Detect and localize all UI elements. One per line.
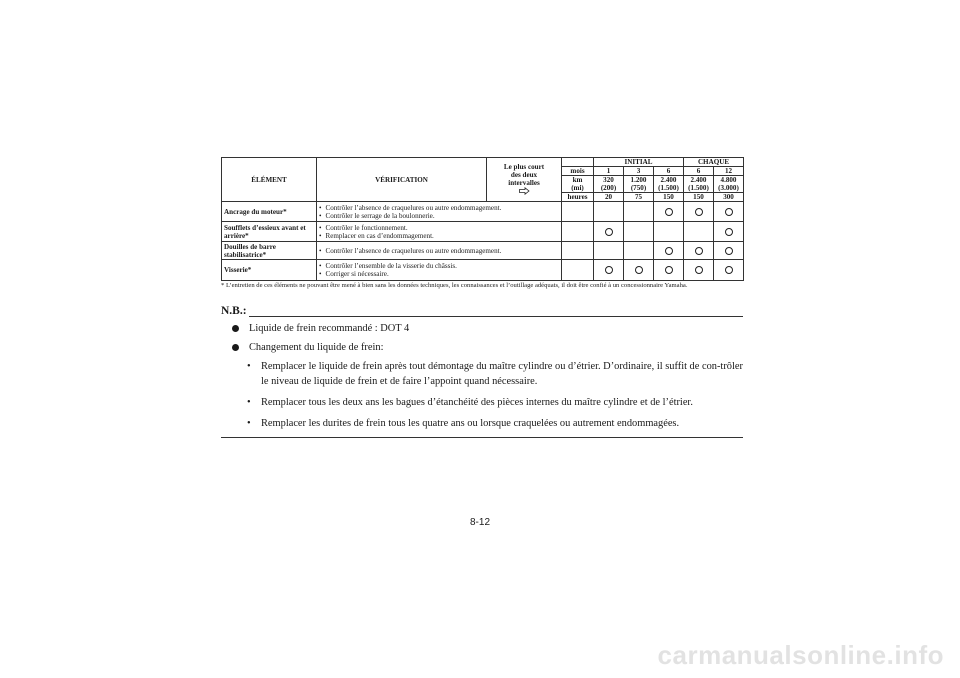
bullet-icon: • <box>319 203 322 212</box>
note-item <box>221 321 743 336</box>
check-line <box>319 232 559 240</box>
interval-cell <box>624 202 654 222</box>
unit-label-km <box>562 176 594 193</box>
row-element <box>222 242 317 260</box>
interval-cell <box>654 260 684 281</box>
note-top-rule <box>249 316 743 317</box>
interval-line: intervalles <box>508 178 540 187</box>
interval-line: des deux <box>510 170 538 179</box>
note-subitem-text: Remplacer les durites de frein tous les quatre ans ou lorsque craquelées ou autrement endommagées. <box>261 418 680 429</box>
interval-cell <box>594 260 624 281</box>
row-unit-spacer <box>562 260 594 281</box>
row-element-line: Ancrage du moteur* <box>224 207 287 216</box>
circle-icon <box>695 266 703 274</box>
interval-hours-value: 300 <box>714 193 744 202</box>
interval-hours-value: 20 <box>594 193 624 202</box>
interval-cell <box>654 242 684 260</box>
row-element-line: Soufflets d’essieux avant et <box>224 223 306 232</box>
bullet-icon: • <box>247 418 251 429</box>
circle-icon <box>725 247 733 255</box>
check-line <box>319 224 559 232</box>
mi-line: (200) <box>600 184 617 192</box>
interval-km-value <box>624 176 654 193</box>
note-item-text: Changement du liquide de frein: <box>249 342 384 353</box>
interval-month-value: 3 <box>624 167 654 176</box>
interval-cell <box>684 222 714 242</box>
watermark: carmanualsonline.info <box>657 640 944 670</box>
circle-icon <box>605 228 613 236</box>
interval-cell <box>714 222 744 242</box>
check-text: Contrôler l’ensemble de la visserie du châssis. <box>325 262 457 270</box>
interval-km-value <box>654 176 684 193</box>
table-row <box>222 260 744 281</box>
check-text: Contrôler le serrage de la boulonnerie. <box>325 211 435 220</box>
interval-km-value <box>684 176 714 193</box>
circle-icon <box>635 266 643 274</box>
header-element: ÉLÉMENT <box>222 158 317 202</box>
page-number: 8-12 <box>469 517 490 528</box>
bullet-icon: • <box>247 361 251 372</box>
row-verification <box>317 242 562 260</box>
maintenance-table <box>221 157 744 281</box>
check-text: Remplacer en cas d’endommagement. <box>325 231 434 240</box>
note-header <box>221 305 743 317</box>
note-item-text: Liquide de frein recommandé : DOT 4 <box>249 323 410 334</box>
interval-cell <box>624 222 654 242</box>
table-row <box>222 242 744 260</box>
km-line: 320 <box>603 176 614 184</box>
header-initial: INITIAL <box>594 158 684 167</box>
km-line: 4.800 <box>720 176 737 184</box>
check-text: Contrôler le fonctionnement. <box>325 223 408 232</box>
note-item <box>221 340 743 355</box>
note-body <box>221 317 743 438</box>
bullet-icon: • <box>247 397 251 408</box>
bullet-icon: • <box>319 211 322 220</box>
row-verification <box>317 222 562 242</box>
header-spacer <box>562 158 594 167</box>
filled-bullet-icon <box>232 344 239 351</box>
document-content <box>221 157 743 438</box>
note-subitem <box>221 359 743 389</box>
circle-icon <box>695 208 703 216</box>
row-element-line: arrière* <box>224 231 249 240</box>
unit-line: km <box>572 176 583 184</box>
interval-cell <box>714 260 744 281</box>
bullet-icon: • <box>319 246 322 255</box>
check-line <box>319 270 559 278</box>
interval-hours-value: 150 <box>684 193 714 202</box>
mi-line: (3.000) <box>718 184 739 192</box>
row-unit-spacer <box>562 242 594 260</box>
row-element-line: Visserie* <box>224 266 252 274</box>
note-title: N.B.: <box>221 305 247 317</box>
row-element-line: Douilles de barre <box>224 242 276 251</box>
note-subitem <box>221 416 743 431</box>
arrow-right-outline-icon <box>489 187 559 197</box>
interval-month-value: 6 <box>654 167 684 176</box>
row-verification <box>317 260 562 281</box>
row-unit-spacer <box>562 222 594 242</box>
interval-hours-value: 75 <box>624 193 654 202</box>
note-subitem-text: Remplacer tous les deux ans les bagues d’étanchéité des pièces internes du maître cylindre et de l’étrier. <box>261 397 693 408</box>
interval-cell <box>684 202 714 222</box>
check-text: Contrôler l’absence de craquelures ou autre endommagement. <box>325 203 502 212</box>
note-subitem <box>221 395 743 410</box>
header-each: CHAQUE <box>684 158 744 167</box>
table-body <box>222 202 744 281</box>
bullet-icon: • <box>319 223 322 232</box>
km-line: 2.400 <box>660 176 677 184</box>
note-subitem-text: Remplacer le liquide de frein après tout démontage du maître cylindre ou d’étrier. D’ordinaire, il suffit de con-trôler le niveau de liquide de frein et de faire l’appoint quand nécessaire. <box>261 361 743 387</box>
circle-icon <box>695 247 703 255</box>
km-line: 2.400 <box>690 176 707 184</box>
table-row <box>222 202 744 222</box>
interval-km-value <box>714 176 744 193</box>
interval-cell <box>624 260 654 281</box>
unit-line: (mi) <box>571 184 584 192</box>
row-element <box>222 202 317 222</box>
check-text: Corriger si nécessaire. <box>325 270 389 278</box>
interval-cell <box>624 242 654 260</box>
bullet-icon: • <box>319 231 322 240</box>
row-element-line: stabilisatrice* <box>224 250 267 259</box>
interval-cell <box>654 202 684 222</box>
interval-month-value: 12 <box>714 167 744 176</box>
interval-cell <box>594 202 624 222</box>
filled-bullet-icon <box>232 325 239 332</box>
circle-icon <box>665 247 673 255</box>
interval-cell <box>594 222 624 242</box>
row-element <box>222 260 317 281</box>
header-interval <box>487 158 562 202</box>
interval-hours-value: 150 <box>654 193 684 202</box>
circle-icon <box>665 266 673 274</box>
interval-cell <box>594 242 624 260</box>
bullet-icon: • <box>319 270 322 278</box>
check-line <box>319 247 559 255</box>
interval-cell <box>684 260 714 281</box>
check-line <box>319 212 559 220</box>
note-bottom-rule <box>221 437 743 438</box>
unit-label-months: mois <box>562 167 594 176</box>
mi-line: (1.500) <box>658 184 679 192</box>
row-element <box>222 222 317 242</box>
check-line <box>319 204 559 212</box>
interval-km-value <box>594 176 624 193</box>
mi-line: (750) <box>630 184 647 192</box>
row-unit-spacer <box>562 202 594 222</box>
table-footnote: * L’entretien de ces éléments ne pouvant être mené à bien sans les données techniques, les connaissances et l’outillage adéquats, il doit être confié à un concessionnaire Yamaha. <box>221 282 688 289</box>
circle-icon <box>725 208 733 216</box>
table-row <box>222 222 744 242</box>
bullet-icon: • <box>319 262 322 270</box>
circle-icon <box>665 208 673 216</box>
check-line <box>319 262 559 270</box>
circle-icon <box>605 266 613 274</box>
km-line: 1.200 <box>630 176 647 184</box>
unit-label-hours: heures <box>562 193 594 202</box>
interval-cell <box>714 202 744 222</box>
interval-month-value: 6 <box>684 167 714 176</box>
interval-cell <box>654 222 684 242</box>
interval-line: Le plus court <box>503 162 545 171</box>
interval-cell <box>684 242 714 260</box>
header-verification: VÉRIFICATION <box>317 158 487 202</box>
mi-line: (1.500) <box>688 184 709 192</box>
check-text: Contrôler l’absence de craquelures ou autre endommagement. <box>325 246 502 255</box>
circle-icon <box>725 228 733 236</box>
row-verification <box>317 202 562 222</box>
interval-cell <box>714 242 744 260</box>
interval-month-value: 1 <box>594 167 624 176</box>
circle-icon <box>725 266 733 274</box>
